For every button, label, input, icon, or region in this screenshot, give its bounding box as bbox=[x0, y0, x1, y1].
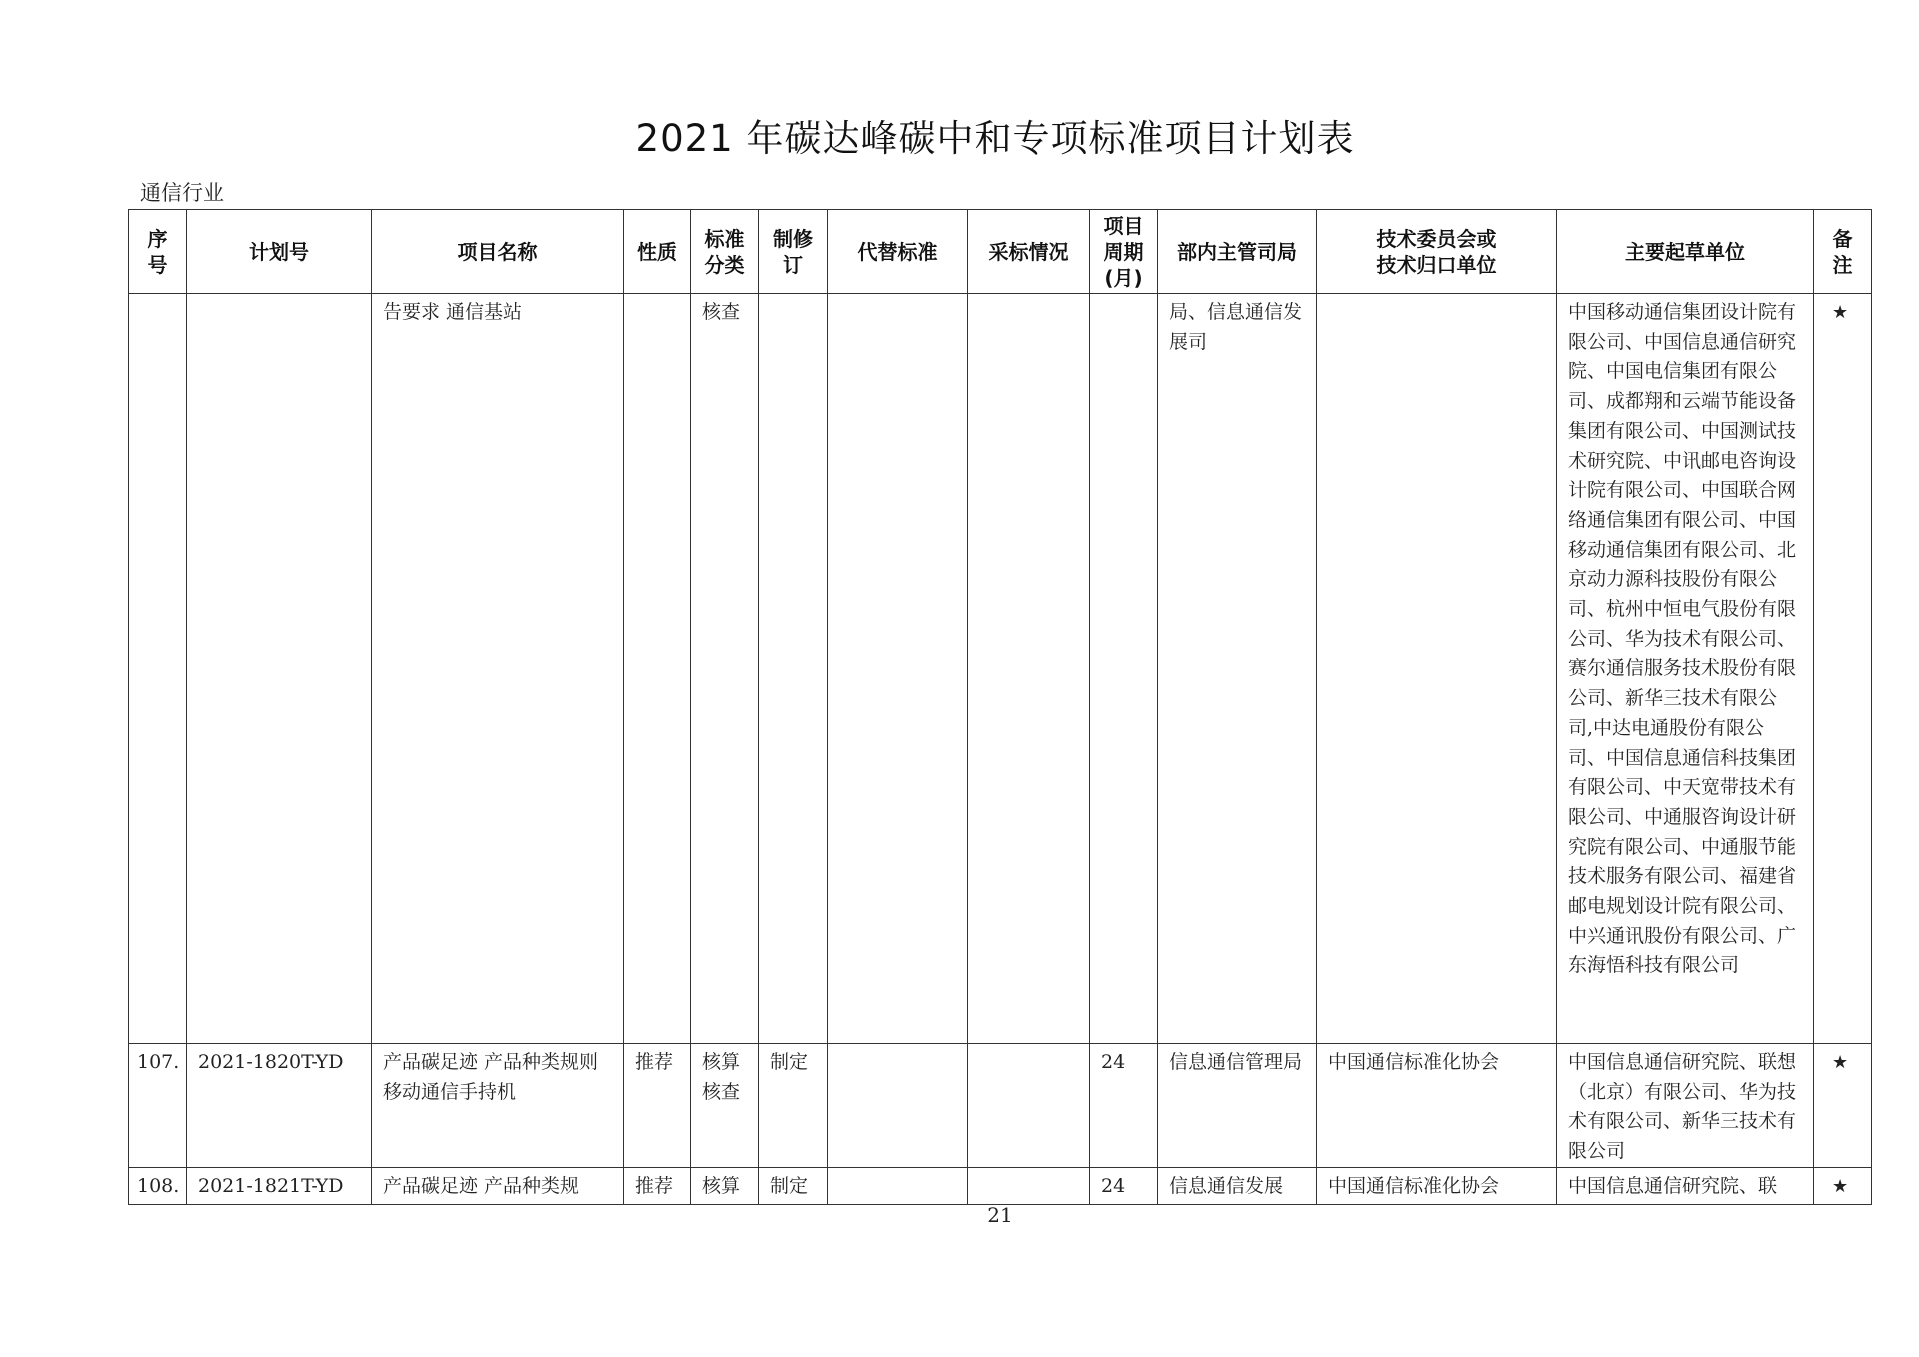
table-row bbox=[129, 1167, 1872, 1204]
page-number: 21 bbox=[987, 1203, 1013, 1227]
cell-revision: 制定 bbox=[759, 1044, 828, 1168]
cell-drafters: 中国移动通信集团设计院有限公司、中国信息通信研究院、中国电信集团有限公司、成都翔和云端节能设备集团有限公司、中国测试技术研究院、中讯邮电咨询设计院有限公司、中国联合网络通信集团有限公司、中国移动通信集团有限公司、北京动力源科技股份有限公司、杭州中恒电气股份有限公司、华为技术有限公司、赛尔通信服务技术股份有限公司、新华三技术有限公司,中达电通股份有限公司、中国信息通信科技集团有限公司、中天宽带技术有限公司、中通服咨询设计研究院有限公司、中通服节能技术服务有限公司、福建省邮电规划设计院有限公司、中兴通讯股份有限公司、广东海悟科技有限公司 bbox=[1557, 294, 1814, 1044]
cell-plan-no: 2021-1820T-YD bbox=[187, 1044, 372, 1168]
header-remark: 备注 bbox=[1814, 210, 1872, 294]
cell-adoption bbox=[968, 1167, 1090, 1204]
cell-plan-no: 2021-1821T-YD bbox=[187, 1167, 372, 1204]
header-no: 序号 bbox=[129, 210, 187, 294]
cell-period: 24 bbox=[1090, 1167, 1158, 1204]
table-header-row bbox=[129, 210, 1872, 294]
header-department: 部内主管司局 bbox=[1158, 210, 1317, 294]
star-remark-icon: ★ bbox=[1814, 294, 1872, 1044]
header-nature: 性质 bbox=[624, 210, 691, 294]
star-remark-icon: ★ bbox=[1814, 1044, 1872, 1168]
header-replaced-standard: 代替标准 bbox=[828, 210, 968, 294]
cell-replaced-standard bbox=[828, 1167, 968, 1204]
header-plan-no: 计划号 bbox=[187, 210, 372, 294]
sector-label: 通信行业 bbox=[140, 181, 224, 205]
cell-period bbox=[1090, 294, 1158, 1044]
cell-nature: 推荐 bbox=[624, 1167, 691, 1204]
document-title: 2021 年碳达峰碳中和专项标准项目计划表 bbox=[635, 117, 1355, 160]
header-period: 项目周期(月) bbox=[1090, 210, 1158, 294]
cell-committee: 中国通信标准化协会 bbox=[1317, 1167, 1557, 1204]
standards-plan-table bbox=[128, 209, 1872, 1205]
cell-adoption bbox=[968, 1044, 1090, 1168]
star-remark-icon: ★ bbox=[1814, 1167, 1872, 1204]
header-project-name: 项目名称 bbox=[372, 210, 624, 294]
cell-department: 信息通信管理局 bbox=[1158, 1044, 1317, 1168]
cell-nature: 推荐 bbox=[624, 1044, 691, 1168]
header-adoption: 采标情况 bbox=[968, 210, 1090, 294]
cell-no: 108. bbox=[129, 1167, 187, 1204]
cell-nature bbox=[624, 294, 691, 1044]
table-row bbox=[129, 1044, 1872, 1168]
cell-project-name: 产品碳足迹 产品种类规 bbox=[372, 1167, 624, 1204]
table-row bbox=[129, 294, 1872, 1044]
cell-period: 24 bbox=[1090, 1044, 1158, 1168]
cell-department: 局、信息通信发展司 bbox=[1158, 294, 1317, 1044]
cell-category: 核查 bbox=[691, 294, 759, 1044]
cell-adoption bbox=[968, 294, 1090, 1044]
cell-category: 核算核查 bbox=[691, 1044, 759, 1168]
cell-plan-no bbox=[187, 294, 372, 1044]
cell-department: 信息通信发展 bbox=[1158, 1167, 1317, 1204]
header-drafters: 主要起草单位 bbox=[1557, 210, 1814, 294]
cell-committee bbox=[1317, 294, 1557, 1044]
cell-project-name: 产品碳足迹 产品种类规则 移动通信手持机 bbox=[372, 1044, 624, 1168]
cell-revision: 制定 bbox=[759, 1167, 828, 1204]
header-category: 标准分类 bbox=[691, 210, 759, 294]
cell-category: 核算 bbox=[691, 1167, 759, 1204]
cell-replaced-standard bbox=[828, 294, 968, 1044]
cell-committee: 中国通信标准化协会 bbox=[1317, 1044, 1557, 1168]
cell-project-name: 告要求 通信基站 bbox=[372, 294, 624, 1044]
cell-drafters: 中国信息通信研究院、联 bbox=[1557, 1167, 1814, 1204]
cell-no bbox=[129, 294, 187, 1044]
cell-revision bbox=[759, 294, 828, 1044]
cell-no: 107. bbox=[129, 1044, 187, 1168]
cell-drafters: 中国信息通信研究院、联想（北京）有限公司、华为技术有限公司、新华三技术有限公司 bbox=[1557, 1044, 1814, 1168]
cell-replaced-standard bbox=[828, 1044, 968, 1168]
header-committee: 技术委员会或技术归口单位 bbox=[1317, 210, 1557, 294]
header-revision: 制修订 bbox=[759, 210, 828, 294]
